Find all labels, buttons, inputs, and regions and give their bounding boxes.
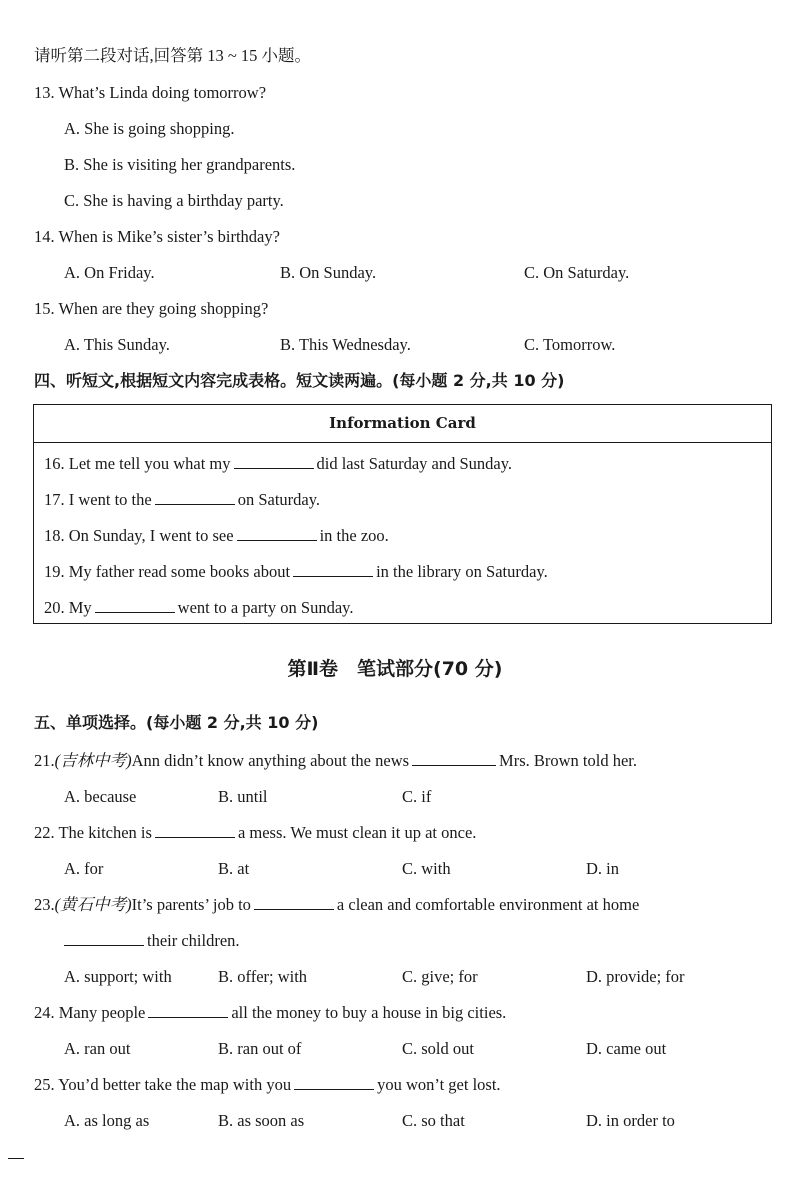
q22-option-c[interactable]: C. with [402,859,451,878]
q24-blank[interactable] [148,1003,228,1018]
q23-text-before: It’s parents’ job to [131,895,251,914]
q15-stem: 15. When are they going shopping? [34,299,269,318]
q25-option-c[interactable]: C. so that [402,1111,465,1130]
q23-option-d[interactable]: D. provide; for [586,967,685,986]
q21-option-b[interactable]: B. until [218,787,268,806]
q23-option-a[interactable]: A. support; with [64,967,172,986]
q22-option-d[interactable]: D. in [586,859,619,878]
q13-option-c[interactable]: C. She is having a birthday party. [64,191,284,210]
q21-text-after: Mrs. Brown told her. [499,751,638,770]
q23-text-line2: their children. [147,931,240,950]
q22-text-before: 22. The kitchen is [34,823,152,842]
q15-option-b[interactable]: B. This Wednesday. [280,335,411,354]
q16-text-before: 16. Let me tell you what my [44,454,231,473]
q17-text-before: 17. I went to the [44,490,152,509]
q23-stem-line2 [64,931,240,951]
q22-text-after: a mess. We must clean it up at once. [237,823,477,842]
q25-blank[interactable] [294,1075,374,1090]
q19-text-after: in the library on Saturday. [376,562,548,581]
q25-text-before: 25. You’d better take the map with you [34,1075,292,1094]
q22-option-b[interactable]: B. at [218,859,250,878]
q25-text-after: you won’t get lost. [377,1075,501,1094]
q18-blank[interactable] [237,526,317,541]
q17-blank[interactable] [155,490,235,505]
q19-blank[interactable] [293,562,373,577]
q16-text-after: did last Saturday and Sunday. [316,454,513,473]
information-card [33,404,772,624]
q24-option-a[interactable]: A. ran out [64,1039,131,1058]
q17-text-after: on Saturday. [237,490,321,509]
q18-text-after: in the zoo. [319,526,389,545]
q25-stem [34,1075,501,1095]
q18-text-before: 18. On Sunday, I went to see [44,526,234,545]
q21-source: (吉林中考) [54,751,132,770]
q22-blank[interactable] [155,823,235,838]
q21-option-c[interactable]: C. if [402,787,432,806]
q19-line [44,562,548,582]
q23-option-b[interactable]: B. offer; with [218,967,308,986]
q14-option-c[interactable]: C. On Saturday. [524,263,630,282]
q20-blank[interactable] [95,598,175,613]
q17-line [44,490,320,510]
card-title: Information Card [34,405,771,443]
q22-stem [34,823,476,843]
part2-title: 第Ⅱ卷 笔试部分(70 分) [287,658,503,680]
q23-blank-1[interactable] [254,895,334,910]
instruction-part2: 请听第二段对话,回答第 13 ~ 15 小题。 [34,46,312,65]
q24-option-b[interactable]: B. ran out of [218,1039,302,1058]
q24-stem [34,1003,506,1023]
footer-rule [8,1158,24,1159]
q24-option-c[interactable]: C. sold out [402,1039,474,1058]
q19-text-before: 19. My father read some books about [44,562,291,581]
q20-text-before: 20. My [44,598,92,617]
q23-text-after: a clean and comfortable environment at home [336,895,640,914]
q15-option-a[interactable]: A. This Sunday. [64,335,170,354]
q13-option-a[interactable]: A. She is going shopping. [64,119,235,138]
q23-option-c[interactable]: C. give; for [402,967,478,986]
q14-option-a[interactable]: A. On Friday. [64,263,155,282]
q13-option-b[interactable]: B. She is visiting her grandparents. [64,155,296,174]
q24-text-after: all the money to buy a house in big cities. [231,1003,507,1022]
section4-title: 四、听短文,根据短文内容完成表格。短文读两遍。(每小题 2 分,共 10 分) [34,371,565,390]
q24-option-d[interactable]: D. came out [586,1039,667,1058]
q23-stem [34,895,639,915]
q21-stem [34,751,637,771]
q21-text-before: Ann didn’t know anything about the news [131,751,410,770]
q14-option-b[interactable]: B. On Sunday. [280,263,377,282]
q15-option-c[interactable]: C. Tomorrow. [524,335,616,354]
q21-blank[interactable] [412,751,496,766]
q21-option-a[interactable]: A. because [64,787,137,806]
q14-stem: 14. When is Mike’s sister’s birthday? [34,227,280,246]
q21-number: 21. [34,751,55,770]
q13-stem: 13. What’s Linda doing tomorrow? [34,83,267,102]
q24-text-before: 24. Many people [34,1003,146,1022]
q16-blank[interactable] [234,454,314,469]
q23-blank-2[interactable] [64,931,144,946]
q25-option-a[interactable]: A. as long as [64,1111,150,1130]
q25-option-d[interactable]: D. in order to [586,1111,675,1130]
section5-title: 五、单项选择。(每小题 2 分,共 10 分) [34,713,319,732]
q18-line [44,526,389,546]
q25-option-b[interactable]: B. as soon as [218,1111,305,1130]
q23-number: 23. [34,895,55,914]
q20-line [44,598,353,618]
q20-text-after: went to a party on Sunday. [177,598,354,617]
q16-line [44,454,512,474]
q22-option-a[interactable]: A. for [64,859,104,878]
q23-source: (黄石中考) [54,895,132,914]
